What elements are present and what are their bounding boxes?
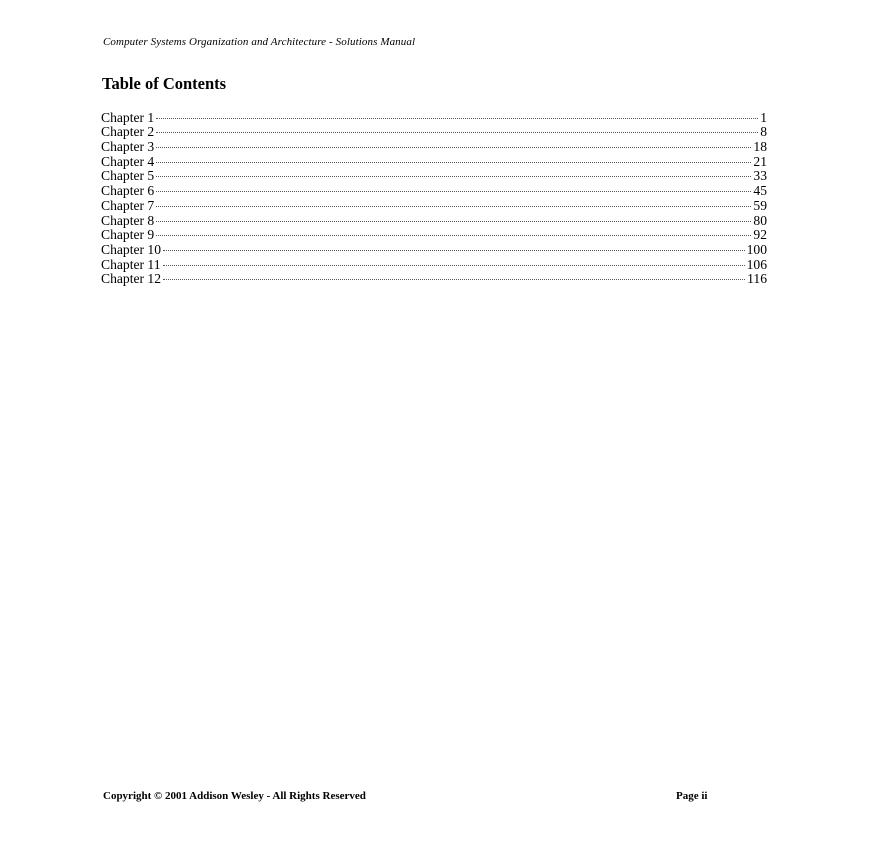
toc-entry-page: 8: [760, 124, 767, 140]
toc-entry-label: Chapter 3: [101, 139, 155, 155]
toc-entry-label: Chapter 5: [101, 168, 155, 184]
toc-entry-label: Chapter 11: [101, 256, 161, 272]
toc-entry[interactable]: [101, 225, 767, 243]
toc-dot-leader: [156, 122, 758, 137]
toc-entry-label: Chapter 2: [101, 124, 155, 140]
toc-entry-label: Chapter 9: [101, 227, 155, 243]
toc-dot-leader: [163, 239, 745, 254]
running-header: Computer Systems Organization and Architecture - Solutions Manual: [103, 36, 416, 48]
toc-entry[interactable]: [101, 180, 767, 199]
footer-copyright: Copyright © 2001 Addison Wesley - All Rights Reserved: [103, 790, 366, 802]
toc-entry-page: 18: [753, 139, 767, 155]
toc-dot-leader: [156, 107, 758, 122]
toc-entry-label: Chapter 10: [101, 241, 162, 257]
toc-entry[interactable]: [101, 195, 767, 213]
toc-entry-page: 116: [747, 271, 767, 287]
toc-entry[interactable]: [101, 107, 767, 125]
toc-entry-page: 106: [746, 256, 767, 272]
toc-entry-label: Chapter 4: [101, 153, 155, 169]
toc-dot-leader: [156, 151, 751, 166]
toc-entry-page: 100: [746, 241, 767, 257]
toc-dot-leader: [156, 210, 751, 225]
toc-entry-page: 1: [760, 109, 767, 125]
toc-entry-page: 59: [753, 197, 767, 213]
toc-entry[interactable]: [101, 136, 767, 155]
toc-entry-page: 21: [753, 153, 767, 169]
toc-dot-leader: [156, 166, 751, 181]
toc-entry[interactable]: [101, 151, 767, 169]
toc-entry-label: Chapter 1: [101, 109, 155, 125]
toc-entry[interactable]: [101, 239, 767, 257]
toc-dot-leader: [156, 195, 751, 210]
toc-dot-leader: [156, 180, 751, 195]
toc-dot-leader: [163, 269, 745, 284]
toc-entry[interactable]: [101, 166, 767, 184]
toc-entry-page: 80: [753, 212, 767, 228]
toc-entry-page: 45: [753, 183, 767, 199]
toc-entry[interactable]: [101, 254, 767, 272]
toc-entry[interactable]: [101, 269, 767, 287]
toc-entry-label: Chapter 7: [101, 197, 155, 213]
toc-entry[interactable]: [101, 122, 767, 140]
footer-page-number: Page ii: [676, 790, 708, 802]
toc-entry-page: 92: [753, 227, 767, 243]
toc-entry-page: 33: [753, 168, 767, 184]
toc-entry-label: Chapter 12: [101, 271, 162, 287]
toc-dot-leader: [156, 136, 751, 151]
toc-entry[interactable]: [101, 210, 767, 228]
toc-entry-label: Chapter 6: [101, 183, 155, 199]
toc-list: [101, 107, 767, 287]
toc-dot-leader: [156, 225, 751, 240]
toc-entry-label: Chapter 8: [101, 212, 155, 228]
toc-title: Table of Contents: [102, 74, 227, 93]
toc-dot-leader: [163, 254, 745, 269]
